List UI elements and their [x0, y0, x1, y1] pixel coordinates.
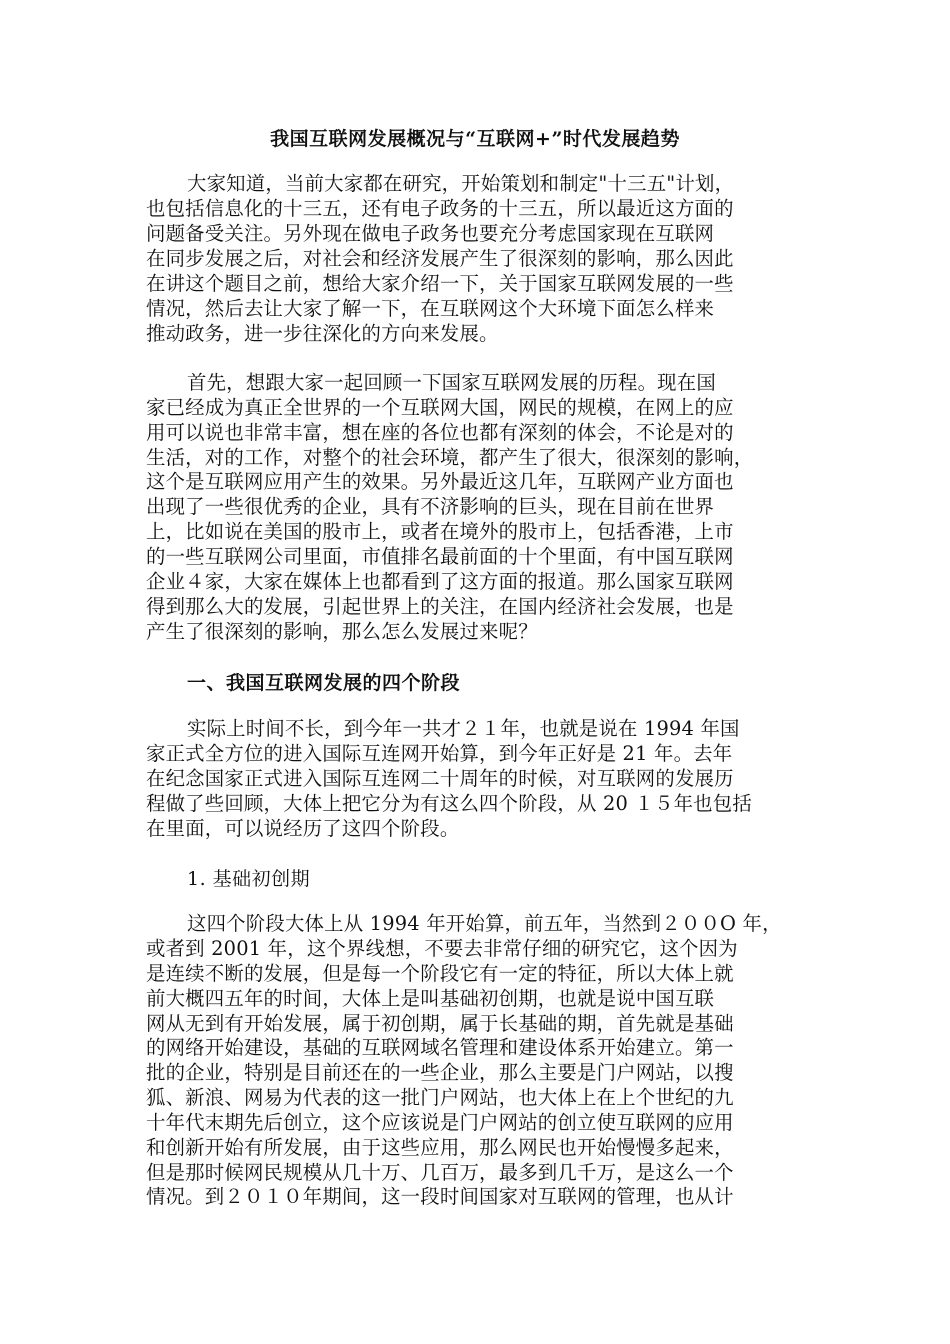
text-line: 出现了一些很优秀的企业，具有不济影响的巨头，现在目前在世界: [146, 495, 715, 518]
text-line: 狐、新浪、网易为代表的这一批门户网站，也大体上在上个世纪的九: [146, 1086, 734, 1109]
text-line: 和创新开始有所发展，由于这些应用，那么网民也开始慢慢多起来，: [146, 1136, 734, 1159]
text-line: 十年代末期先后创立，这个应该说是门户网站的创立使互联网的应用: [146, 1111, 734, 1134]
text-line: 问题备受关注。另外现在做电子政务也要充分考虑国家现在互联网: [146, 222, 715, 245]
text-line: 推动政务，进一步往深化的方向来发展。: [146, 322, 499, 345]
section-heading: 一、我国互联网发展的四个阶段: [187, 672, 461, 694]
text-line: 企业４家，大家在媒体上也都看到了这方面的报道。那么国家互联网: [146, 570, 734, 593]
text-line: 在讲这个题目之前，想给大家介绍一下，关于国家互联网发展的一些: [146, 272, 734, 295]
text-line: 上，比如说在美国的股市上，或者在境外的股市上，包括香港，上市: [146, 520, 734, 543]
text-line: 这四个阶段大体上从 1994 年开始算，前五年，当然到２００O 年，: [187, 912, 782, 935]
text-line: 大家知道，当前大家都在研究，开始策划和制定"十三五"计划，: [187, 172, 735, 195]
text-line: 网从无到有开始发展，属于初创期，属于长基础的期，首先就是基础: [146, 1012, 734, 1035]
text-line: 但是那时候网民规模从几十万、几百万，最多到几千万，是这么一个: [146, 1161, 734, 1184]
text-line: 情况，然后去让大家了解一下，在互联网这个大环境下面怎么样来: [146, 297, 715, 320]
text-line: 得到那么大的发展，引起世界上的关注，在国内经济社会发展，也是: [146, 595, 734, 618]
text-line: 或者到 2001 年，这个界线想，不要去非常仔细的研究它，这个因为: [146, 937, 738, 960]
subsection-heading: 1. 基础初创期: [187, 868, 311, 890]
text-line: 情况。到２０１０年期间，这一段时间国家对互联网的管理，也从计: [146, 1185, 734, 1208]
text-line: 在同步发展之后，对社会和经济发展产生了很深刻的影响，那么因此: [146, 247, 734, 270]
text-line: 这个是互联网应用产生的效果。另外最近这几年，互联网产业方面也: [146, 470, 734, 493]
text-line: 是连续不断的发展，但是每一个阶段它有一定的特征，所以大体上就: [146, 962, 734, 985]
text-line: 也包括信息化的十三五，还有电子政务的十三五，所以最近这方面的: [146, 197, 734, 220]
text-line: 的网络开始建设，基础的互联网域名管理和建设体系开始建立。第一: [146, 1036, 734, 1059]
text-line: 批的企业，特别是目前还在的一些企业，那么主要是门户网站，以搜: [146, 1061, 734, 1084]
document-title: 我国互联网发展概况与“互联网+”时代发展趋势: [270, 128, 680, 150]
text-line: 首先，想跟大家一起回顾一下国家互联网发展的历程。现在国: [187, 371, 716, 394]
text-line: 的一些互联网公司里面，市值排名最前面的十个里面，有中国互联网: [146, 545, 734, 568]
text-line: 实际上时间不长，到今年一共才２１年，也就是说在 1994 年国: [187, 717, 740, 740]
text-line: 家已经成为真正全世界的一个互联网大国，网民的规模，在网上的应: [146, 396, 734, 419]
text-line: 生活，对的工作，对整个的社会环境，都产生了很大，很深刻的影响，: [146, 446, 754, 469]
text-line: 前大概四五年的时间，大体上是叫基础初创期，也就是说中国互联: [146, 987, 715, 1010]
text-line: 用可以说也非常丰富，想在座的各位也都有深刻的体会，不论是对的: [146, 421, 734, 444]
text-line: 程做了些回顾，大体上把它分为有这么四个阶段，从 20 １５年也包括: [146, 792, 752, 815]
text-line: 产生了很深刻的影响，那么怎么发展过来呢？: [146, 620, 538, 643]
text-line: 家正式全方位的进入国际互连网开始算，到今年正好是 21 年。去年: [146, 742, 733, 765]
text-line: 在里面，可以说经历了这四个阶段。: [146, 817, 460, 840]
text-line: 在纪念国家正式进入国际互连网二十周年的时候，对互联网的发展历: [146, 767, 734, 790]
